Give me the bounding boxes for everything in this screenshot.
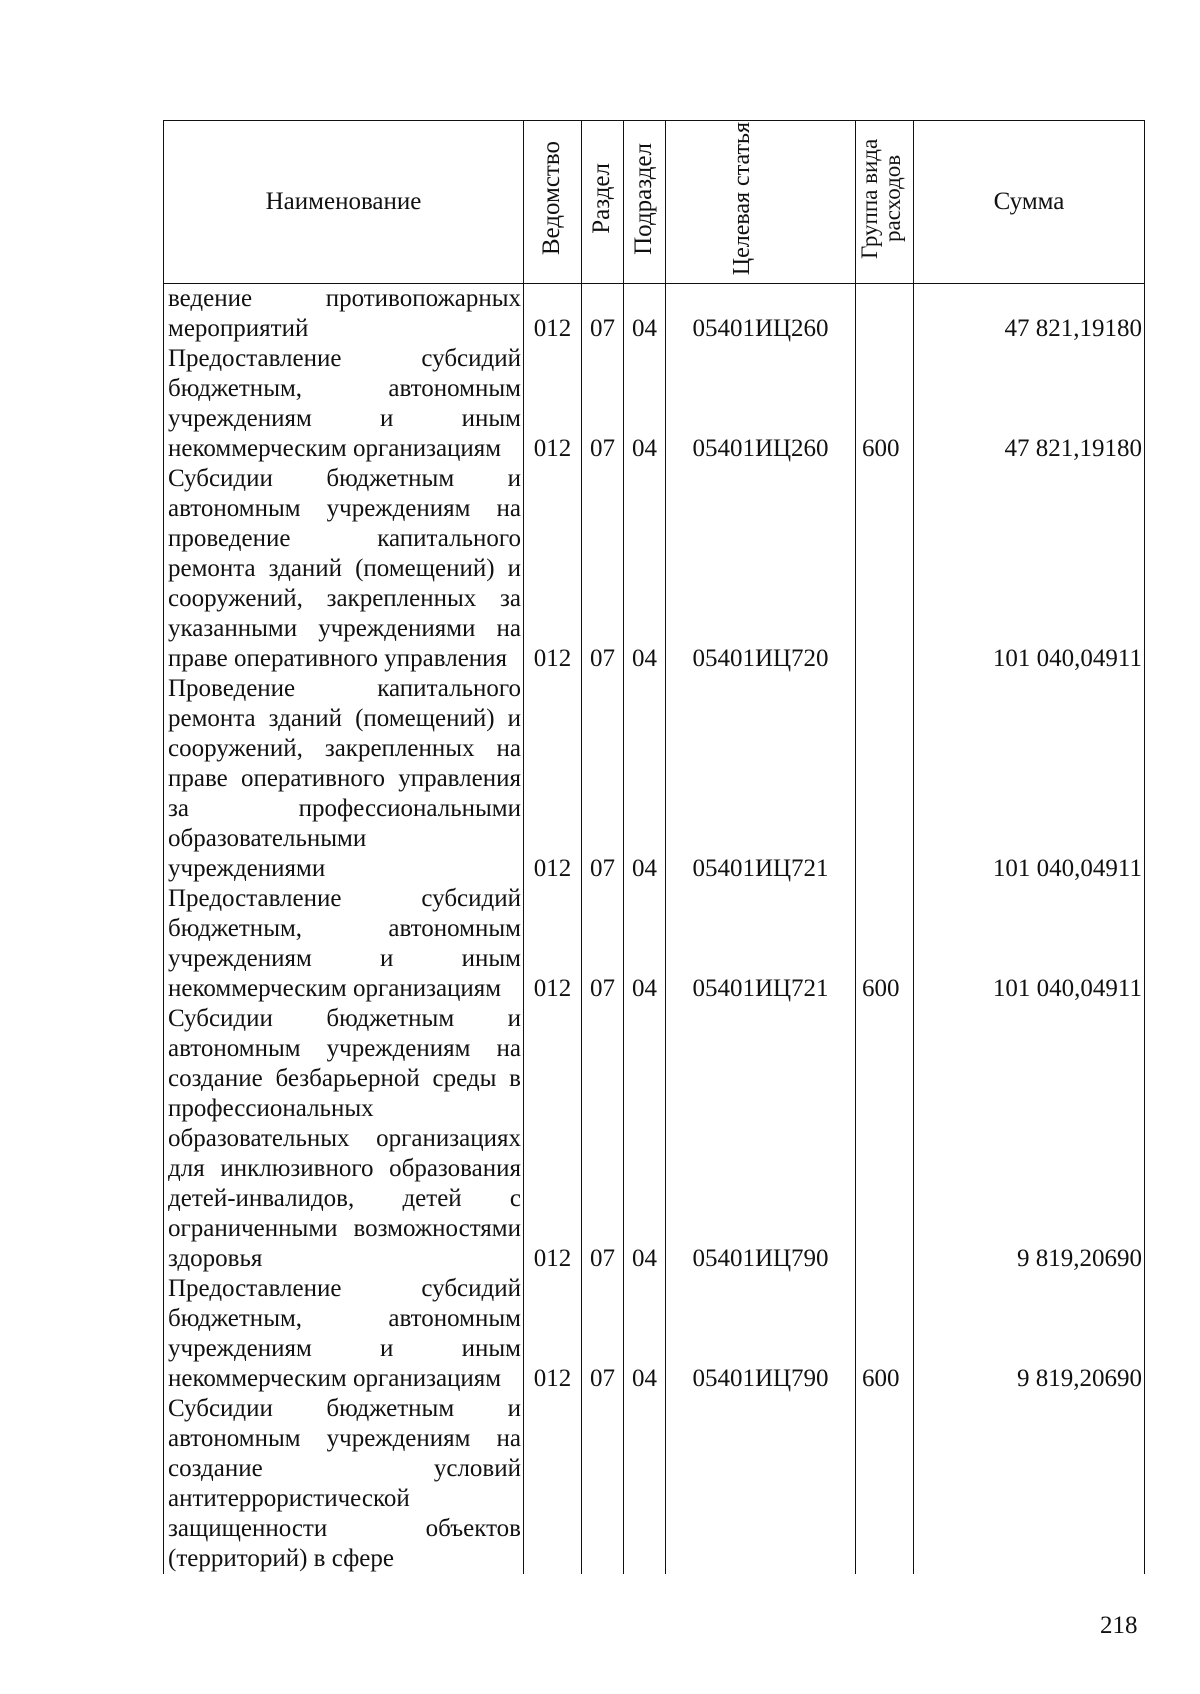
table-header <box>164 121 1145 284</box>
cell-summa: 47 821,19180 <box>914 284 1145 345</box>
cell-razdel: 07 <box>582 674 624 884</box>
header-razdel: Раздел <box>582 121 624 284</box>
cell-tselevaya: 05401ИЦ260 <box>666 284 856 345</box>
cell-razdel: 07 <box>582 884 624 1004</box>
cell-vedomstvo: 012 <box>524 464 582 674</box>
cell-podrazdel: 04 <box>624 1004 666 1274</box>
cell-tselevaya: 05401ИЦ790 <box>666 1004 856 1274</box>
page-number: 218 <box>1100 1612 1138 1639</box>
cell-summa: 101 040,04911 <box>914 464 1145 674</box>
cell-vedomstvo <box>524 1394 582 1574</box>
cell-gruppa <box>856 1394 914 1574</box>
cell-tselevaya: 05401ИЦ790 <box>666 1274 856 1394</box>
cell-razdel: 07 <box>582 344 624 464</box>
header-gruppa: Группа вида расходов <box>856 121 914 284</box>
cell-vedomstvo: 012 <box>524 884 582 1004</box>
cell-summa: 101 040,04911 <box>914 674 1145 884</box>
cell-tselevaya <box>666 1394 856 1574</box>
cell-vedomstvo: 012 <box>524 674 582 884</box>
cell-name: Проведение капитального ремонта зданий (помещений) и сооружений, закрепленных на праве оперативного управления за профессиональными образовательными учреждениями <box>164 674 524 884</box>
cell-gruppa <box>856 284 914 345</box>
cell-name: Субсидии бюджетным и автономным учреждениям на создание условий антитеррористической защищенности объектов (территорий) в сфере <box>164 1394 524 1574</box>
cell-summa: 101 040,04911 <box>914 884 1145 1004</box>
cell-tselevaya: 05401ИЦ720 <box>666 464 856 674</box>
budget-table <box>163 120 1145 1574</box>
cell-name: ведение противопожарных мероприятий <box>164 284 524 345</box>
cell-vedomstvo: 012 <box>524 284 582 345</box>
cell-razdel <box>582 1394 624 1574</box>
cell-gruppa <box>856 1004 914 1274</box>
cell-name: Субсидии бюджетным и автономным учреждениям на проведение капитального ремонта зданий (помещений) и сооружений, закрепленных за указанными учреждениями на праве оперативного управления <box>164 464 524 674</box>
cell-gruppa: 600 <box>856 884 914 1004</box>
cell-name: Субсидии бюджетным и автономным учреждениям на создание безбарьерной среды в профессиональных образовательных организациях для инклюзивного образования детей-инвалидов, детей с ограниченными возможностями здоровья <box>164 1004 524 1274</box>
cell-tselevaya: 05401ИЦ721 <box>666 674 856 884</box>
header-podrazdel: Подраздел <box>624 121 666 284</box>
cell-gruppa <box>856 464 914 674</box>
header-tselevaya: Целевая статья <box>666 121 856 284</box>
cell-summa: 9 819,20690 <box>914 1004 1145 1274</box>
table-row <box>164 344 1145 464</box>
cell-podrazdel: 04 <box>624 464 666 674</box>
table-row <box>164 464 1145 674</box>
cell-tselevaya: 05401ИЦ721 <box>666 884 856 1004</box>
header-name: Наименование <box>164 121 524 284</box>
cell-vedomstvo: 012 <box>524 1004 582 1274</box>
cell-summa <box>914 1394 1145 1574</box>
cell-podrazdel: 04 <box>624 674 666 884</box>
table-row <box>164 1004 1145 1274</box>
table-row <box>164 884 1145 1004</box>
cell-podrazdel: 04 <box>624 1274 666 1394</box>
cell-vedomstvo: 012 <box>524 344 582 464</box>
header-vedomstvo: Ведомство <box>524 121 582 284</box>
table-body <box>164 284 1145 1575</box>
cell-name: Предоставление субсидий бюджетным, автономным учреждениям и иным некоммерческим организациям <box>164 884 524 1004</box>
cell-gruppa <box>856 674 914 884</box>
table-row <box>164 1394 1145 1574</box>
cell-summa: 47 821,19180 <box>914 344 1145 464</box>
cell-podrazdel <box>624 1394 666 1574</box>
table-row <box>164 284 1145 345</box>
cell-razdel: 07 <box>582 284 624 345</box>
cell-razdel: 07 <box>582 1274 624 1394</box>
table-row <box>164 674 1145 884</box>
cell-podrazdel: 04 <box>624 884 666 1004</box>
cell-name: Предоставление субсидий бюджетным, автономным учреждениям и иным некоммерческим организациям <box>164 344 524 464</box>
cell-podrazdel: 04 <box>624 344 666 464</box>
cell-razdel: 07 <box>582 464 624 674</box>
cell-tselevaya: 05401ИЦ260 <box>666 344 856 464</box>
cell-summa: 9 819,20690 <box>914 1274 1145 1394</box>
cell-razdel: 07 <box>582 1004 624 1274</box>
cell-gruppa: 600 <box>856 1274 914 1394</box>
header-summa: Сумма <box>914 121 1145 284</box>
cell-name: Предоставление субсидий бюджетным, автономным учреждениям и иным некоммерческим организациям <box>164 1274 524 1394</box>
cell-podrazdel: 04 <box>624 284 666 345</box>
cell-gruppa: 600 <box>856 344 914 464</box>
table-row <box>164 1274 1145 1394</box>
cell-vedomstvo: 012 <box>524 1274 582 1394</box>
